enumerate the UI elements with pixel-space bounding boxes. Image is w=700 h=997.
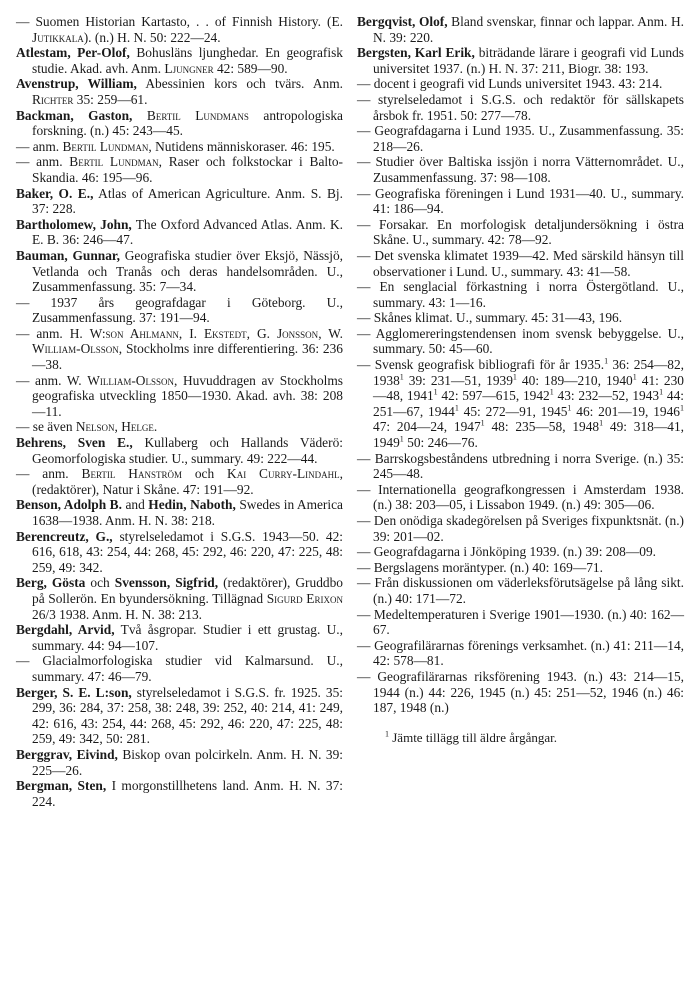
entry-text: — Barrskogsbeståndens utbredning i norra Sverige. (n.) 35: 245—48. [357,450,684,482]
author-name: Bertil Lundman [69,154,159,170]
entry-text: 36: 254—82, 1938 [373,357,684,388]
entry-heading: Hedin, Naboth, [148,497,236,513]
entry-text: — se även [16,419,76,435]
author-name: Jonsson [276,325,319,341]
entry-heading: Benson, Adolph B. [16,497,122,513]
footnote-ref: 1 [433,387,438,397]
entry-text: — anm. [16,466,82,482]
entry-heading: Backman, Gaston, [16,107,133,123]
index-entry [357,186,684,217]
entry-text: , I. [178,325,204,341]
left-column [16,14,343,809]
entry-text: — docent i geografi vid Lunds universitet 1943. 43: 214. [357,76,663,92]
index-entry [16,248,343,295]
index-entry [357,357,684,451]
index-entry [357,154,684,185]
entry-text: — Forsakar. En morfologisk detaljundersökning i östra Skåne. U., summary. 42: 78—92. [357,216,684,248]
entry-text: 40: 189—210, 1940 [516,372,633,388]
entry-text: . [153,419,158,435]
index-entry [16,326,343,373]
entry-text: , Stockholms inre differentiering. 36: 236—38. [32,341,343,373]
entry-text: — anm. W. [16,372,88,388]
entry-text: 42: 589—90. [213,60,288,76]
entry-text: 45: 272—91, 1945 [458,403,568,419]
index-entry [357,575,684,606]
index-entry [16,45,343,76]
entry-text: — Agglomereringstendensen inom svensk bebyggelse. U., summary. 50: 45—60. [357,325,684,357]
index-entry [16,466,343,497]
entry-text: — Geografdagarna i Lund 1935. U., Zusammenfassung. 35: 218—26. [357,123,684,154]
entry-text: 41: 230—48, 1941 [373,372,684,404]
entry-text: — En senglacial förkastning i norra Östergötland. U., summary. 43: 1—16. [357,279,684,310]
footnote-ref: 1 [480,418,485,428]
footnote-ref: 1 [549,387,554,397]
index-entry [16,622,343,653]
entry-text: — Glacialmorfologiska studier vid Kalmarsund. U., summary. 47: 46—79. [16,653,343,684]
entry-text: biträdande lärare i geografi vid Lunds universitet 1937. (n.) H. N. 37: 211, Biogr. 38: 193. [373,45,684,76]
entry-text: Biskop ovan polcirkeln. Anm. H. N. 39: 225—26. [32,746,343,778]
entry-heading: Bergman, Sten, [16,778,107,794]
entry-text: — Geografilärarnas förenings verksamhet. (n.) 41: 211—14, 42: 578—81. [357,637,684,669]
author-name: William-Olsson [32,341,119,357]
index-entry [16,108,343,139]
footnote-marker: 1 [385,729,389,739]
index-entry [357,560,684,576]
entry-text: , Nutidens människoraser. 46: 195. [148,138,335,154]
footnote-ref: 1 [604,356,609,366]
footnote-ref: 1 [659,387,664,397]
entry-heading: Bergqvist, Olof, [357,14,448,29]
entry-text: — Geografdagarna i Jönköping 1939. (n.) 39: 208—09. [357,544,657,560]
index-entry [16,685,343,747]
footnote-text: Jämte tillägg till äldre årgångar. [389,729,557,745]
index-entry [357,76,684,92]
entry-text: Geografiska studier över Eksjö, Nässjö, Vetlanda och Tranås och deras handelsområden. U., Zusammenfassung. 35: 7—34. [32,247,343,295]
entry-text: och [181,466,228,482]
entry-text: The Oxford Advanced Atlas. Anm. K. E. B. 36: 246—47. [32,216,343,248]
index-entry [16,139,343,155]
entry-text: ). (n.) H. N. 50: 222—24. [83,29,221,45]
entry-text: and [121,497,149,513]
entry-heading: Bauman, Gunnar, [16,247,120,263]
entry-heading: Berggrav, Eivind, [16,746,118,762]
entry-text: , (redaktörer), Natur i Skåne. 47: 191—92. [32,466,343,497]
entry-text: — Svensk geografisk bibliografi för år 1935. [357,357,605,373]
entry-text: — anm. [16,138,63,154]
entry-text [132,108,146,123]
entry-heading: Berencreutz, G., [16,528,113,544]
entry-text: — Geografiska föreningen i Lund 1931—40. U., summary. 41: 186—94. [357,185,684,217]
entry-text: — 1937 års geografdagar i Göteborg. U., Zusammenfassung. 37: 191—94. [16,294,343,326]
index-entry [357,451,684,482]
entry-text: Bland svenskar, finnar och lappar. Anm. H. N. 39: 220. [373,14,684,45]
two-column-layout [16,14,684,809]
entry-text: — anm. [16,154,70,170]
entry-text: antropologiska forskning. (n.) 45: 243—45. [32,107,343,139]
entry-heading: Bartholomew, John, [16,216,132,232]
entry-heading: Svensson, Sigfrid, [114,575,219,591]
footnote-ref: 1 [680,403,685,413]
index-entry [357,544,684,560]
entry-text: Swedes in America 1638—1938. Anm. H. N. 38: 218. [32,497,344,528]
entry-text: — styrelseledamot i S.G.S. och redaktör för sällskapets årsbok fr. 1951. 50: 277—78. [357,91,684,123]
entry-text: , Huvuddragen av Stockholms geografiska utveckling 1850—1930. Akad. avh. 38: 208—11. [32,372,343,419]
entry-text: 35: 259—61. [73,91,148,107]
author-name: William-Olsson [87,372,174,388]
index-entry [16,154,343,185]
entry-text: — Medeltemperaturen i Sverige 1901—1930. (n.) 40: 162—67. [357,606,684,638]
index-entry [357,279,684,310]
index-entry [16,373,343,420]
entry-text: — Det svenska klimatet 1939—42. Med särskild hänsyn till observationer i Lund. U., summary. 43: 41—58. [357,247,684,279]
author-name: Richter [32,91,74,107]
index-entry [16,419,343,435]
entry-text: , G. [246,325,277,341]
index-entry [16,76,343,107]
author-name: Jutikkala [32,29,84,45]
index-entry [357,248,684,279]
entry-text: — Geografilärarnas riksförening 1943. (n.) 43: 214—15, 1944 (n.) 44: 226, 1945 (n.) 45: 251—52, 1946 (n.) 46: 187, 1948 (n.) [357,668,684,716]
entry-text: 47: 204—24, 1947 [373,419,481,435]
index-entry [16,575,343,622]
entry-text: 39: 231—51, 1939 [403,372,513,388]
entry-text: 44: 251—67, 1944 [373,388,684,419]
entry-heading: Bergdahl, Arvid, [16,622,115,638]
entry-text: , Raser och folkstockar i Balto-Skandia. 46: 195—96. [32,154,343,185]
entry-text: styrelseledamot i S.G.S. 1943—50. 42: 616, 618, 43: 254, 44: 268, 45: 292, 46: 220, 47: 225, 48: 259, 49: 342. [32,528,343,575]
entry-text: — Suomen Historian Kartasto, . . of Finnish History. (E. [16,14,343,29]
entry-heading: Behrens, Sven E., [16,435,133,451]
entry-text: — Den onödiga skadegörelsen på Sveriges fixpunktsnät. (n.) 39: 201—02. [357,513,684,544]
entry-text: — Skånes klimat. U., summary. 45: 31—43, 196. [357,310,623,326]
entry-text: Atlas of American Agriculture. Anm. S. Bj. 37: 228. [32,185,343,217]
entry-text: 43: 232—52, 1943 [553,388,660,404]
entry-text: 50: 246—76. [403,435,478,451]
entry-text: I morgonstillhetens land. Anm. H. N. 37: 224. [32,778,344,809]
right-column-entries [357,14,684,716]
footnote-ref: 1 [599,418,604,428]
author-name: Kai Curry-Lindahl [227,466,340,482]
entry-text: — Bergslagens moräntyper. (n.) 40: 169—71. [357,559,603,575]
author-name: Bertil Lundman [62,138,149,154]
index-entry [357,638,684,669]
entry-text: — Från diskussionen om väderleksförutsägelse på lång sikt. (n.) 40: 171—72. [357,575,684,606]
entry-text: styrelseledamot i S.G.S. fr. 1925. 35: 299, 36: 284, 37: 258, 38: 248, 39: 252, 40: 214, 41: 249, 42: 616, 43: 254, 44: 268, 45: 292, 46: 220, 47: 225, 48: 259, 49: 342, 50: 281. [32,684,343,747]
right-column [357,14,684,809]
index-entry [357,217,684,248]
entry-heading: Avenstrup, William, [16,76,137,92]
index-entry [357,123,684,154]
entry-text: Två åsgropar. Studier i ett grustag. U., summary. 44: 94—107. [32,622,343,653]
index-entry [357,14,684,45]
footnote [357,730,684,746]
index-entry [16,747,343,778]
index-entry [357,45,684,76]
entry-heading: Berg, Gösta [16,575,86,591]
index-entry [357,92,684,123]
entry-text: 26/3 1938. Anm. H. N. 38: 213. [32,606,202,622]
entry-text: och [85,575,115,591]
entry-text: 49: 318—41, 1949 [373,419,684,451]
index-entry [16,217,343,248]
entry-text: — Studier över Baltiska issjön i norra Vätternområdet. U., Zusammenfassung. 37: 98—108. [357,154,684,185]
author-name: Sigurd Erixon [266,590,343,606]
entry-heading: Berger, S. E. L:son, [16,684,132,700]
author-name: Nelson, Helge [75,419,154,435]
index-entry [357,607,684,638]
entry-heading: Bergsten, Karl Erik, [357,45,475,61]
index-entry [357,310,684,326]
entry-text: (redaktörer), Gruddbo på Sollerön. En byundersökning. Tillägnad [32,575,343,606]
entry-text: Kullaberg och Hallands Väderö: Geomorfologiska studier. U., summary. 49: 222—44. [32,435,343,466]
index-entry [16,529,343,576]
index-entry [357,669,684,716]
entry-text: 42: 597—615, 1942 [437,388,550,404]
footnote-ref: 1 [399,434,404,444]
index-entry [16,778,343,809]
entry-text: Bohusläns ljunghedar. En geografisk studie. Akad. avh. Anm. [32,45,343,76]
footnote-ref: 1 [567,403,572,413]
index-entry [357,513,684,544]
index-entry [357,482,684,513]
index-entry [16,435,343,466]
entry-text: 46: 201—19, 1946 [571,403,681,419]
index-entry [16,497,343,528]
author-name: Bertil Hanström [81,466,182,482]
author-name: Ljungner [164,60,214,76]
entry-text: — Internationella geografkongressen i Amsterdam 1938. (n.) 38: 203—05, i Lissabon 1949. (n.) 49: 305—06. [357,481,684,513]
index-entry [16,295,343,326]
index-entry [16,653,343,684]
author-name: Bertil Lundmans [146,107,249,123]
entry-text: 48: 235—58, 1948 [484,419,600,435]
index-entry [357,326,684,357]
author-name: W:son Ahlmann [89,325,179,341]
footnote-ref: 1 [632,372,637,382]
index-entry [16,14,343,45]
footnote-ref: 1 [512,372,517,382]
footnote-ref: 1 [454,403,459,413]
entry-text: Abessinien kors och tvärs. Anm. [136,76,344,92]
index-entry [16,186,343,217]
author-name: Ekstedt [203,325,247,341]
entry-heading: Baker, O. E., [16,185,94,201]
entry-heading: Atlestam, Per-Olof, [16,45,130,61]
footnote-ref: 1 [399,372,404,382]
entry-text: , W. [318,325,343,341]
entry-text: — anm. H. [16,325,90,341]
